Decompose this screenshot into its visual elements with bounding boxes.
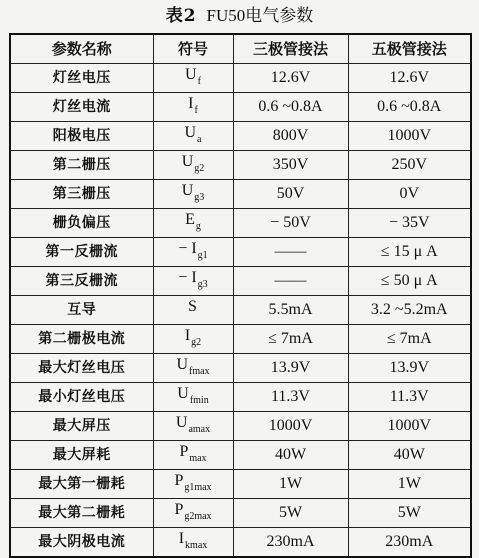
param-name-cell: 最大第二栅耗 (10, 499, 153, 528)
symbol-cell (153, 64, 233, 93)
table-row (10, 441, 471, 470)
pentode-value-cell: ≤ 7mA (348, 325, 471, 354)
pentode-value-cell: 3.2 ~5.2mA (348, 296, 471, 325)
param-name-cell: 互导 (10, 296, 153, 325)
symbol-letter: U (181, 152, 194, 170)
triode-value-cell: —— (233, 238, 348, 267)
param-name-cell: 第一反栅流 (10, 238, 153, 267)
triode-value-cell: 11.3V (233, 383, 348, 412)
symbol-subscript: g3 (194, 191, 205, 203)
symbol-cell (153, 122, 233, 151)
table-header-row (10, 34, 471, 64)
parameter-table (9, 33, 472, 558)
table-body (10, 64, 471, 558)
param-name-cell: 最大灯丝电压 (10, 354, 153, 383)
symbol-letter: P (174, 471, 184, 489)
symbol-subscript: kmax (185, 539, 208, 551)
triode-value-cell: —— (233, 267, 348, 296)
table-row (10, 64, 471, 93)
table-row (10, 122, 471, 151)
pentode-value-cell: 0.6 ~0.8A (348, 93, 471, 122)
symbol-cell (153, 383, 233, 412)
pentode-value-cell: 1000V (348, 412, 471, 441)
symbol-subscript: amax (188, 423, 211, 435)
symbol-cell (153, 354, 233, 383)
pentode-value-cell: 1000V (348, 122, 471, 151)
triode-value-cell: 0.6 ~0.8A (233, 93, 348, 122)
param-name-cell: 第二栅极电流 (10, 325, 153, 354)
table-row (10, 383, 471, 412)
header-pentode: 五极管接法 (348, 34, 471, 64)
table-row (10, 296, 471, 325)
symbol-letter: I (178, 529, 185, 547)
triode-value-cell: − 50V (233, 209, 348, 238)
symbol-letter: U (175, 413, 188, 431)
pentode-value-cell: 12.6V (348, 64, 471, 93)
triode-value-cell: 1W (233, 470, 348, 499)
pentode-value-cell: 250V (348, 151, 471, 180)
symbol-letter: U (184, 123, 197, 141)
pentode-value-cell: 0V (348, 180, 471, 209)
triode-value-cell: 5.5mA (233, 296, 348, 325)
symbol-cell (153, 267, 233, 296)
triode-value-cell: 5W (233, 499, 348, 528)
table-row (10, 354, 471, 383)
symbol-cell (153, 441, 233, 470)
table-row (10, 412, 471, 441)
symbol-subscript: g1 (197, 249, 208, 261)
table-row (10, 180, 471, 209)
symbol-letter: U (177, 384, 189, 402)
symbol-cell (153, 470, 233, 499)
symbol-letter: − I (178, 239, 197, 257)
table-row (10, 267, 471, 296)
symbol-letter: I (184, 326, 191, 344)
symbol-cell (153, 325, 233, 354)
triode-value-cell: 13.9V (233, 354, 348, 383)
param-name-cell: 最大第一栅耗 (10, 470, 153, 499)
symbol-subscript: f (197, 75, 201, 87)
pentode-value-cell: 230mA (348, 528, 471, 558)
symbol-subscript: fmin (189, 394, 209, 406)
symbol-subscript: fmax (189, 365, 210, 377)
triode-value-cell: 800V (233, 122, 348, 151)
symbol-subscript: g2max (184, 510, 212, 522)
triode-value-cell: 1000V (233, 412, 348, 441)
symbol-subscript: g (195, 220, 201, 232)
symbol-subscript: a (197, 133, 202, 145)
table-caption (0, 6, 479, 26)
header-param-name: 参数名称 (10, 34, 153, 64)
symbol-cell (153, 151, 233, 180)
param-name-cell: 第三栅压 (10, 180, 153, 209)
symbol-cell (153, 412, 233, 441)
triode-value-cell: ≤ 7mA (233, 325, 348, 354)
header-triode: 三极管接法 (233, 34, 348, 64)
table-row (10, 209, 471, 238)
symbol-subscript: g2 (194, 162, 205, 174)
table-row (10, 238, 471, 267)
symbol-letter: S (188, 297, 197, 315)
table-row (10, 528, 471, 558)
symbol-cell (153, 528, 233, 558)
symbol-cell (153, 238, 233, 267)
param-name-cell: 第二栅压 (10, 151, 153, 180)
table-row (10, 470, 471, 499)
table-number: 表2 (165, 6, 197, 26)
symbol-letter: U (176, 355, 188, 373)
symbol-letter: P (179, 442, 189, 460)
pentode-value-cell: 5W (348, 499, 471, 528)
pentode-value-cell: 13.9V (348, 354, 471, 383)
param-name-cell: 最大屏耗 (10, 441, 153, 470)
symbol-cell (153, 499, 233, 528)
param-name-cell: 最大阴极电流 (10, 528, 153, 558)
triode-value-cell: 230mA (233, 528, 348, 558)
triode-value-cell: 12.6V (233, 64, 348, 93)
param-name-cell: 栅负偏压 (10, 209, 153, 238)
symbol-cell (153, 93, 233, 122)
table-row (10, 93, 471, 122)
triode-value-cell: 50V (233, 180, 348, 209)
param-name-cell: 灯丝电流 (10, 93, 153, 122)
pentode-value-cell: 40W (348, 441, 471, 470)
param-name-cell: 最大屏压 (10, 412, 153, 441)
param-name-cell: 最小灯丝电压 (10, 383, 153, 412)
symbol-subscript: g1max (184, 481, 212, 493)
symbol-cell (153, 209, 233, 238)
symbol-subscript: g2 (191, 336, 202, 348)
symbol-letter: E (185, 210, 195, 228)
pentode-value-cell: − 35V (348, 209, 471, 238)
table-row (10, 325, 471, 354)
pentode-value-cell: 1W (348, 470, 471, 499)
param-name-cell: 灯丝电压 (10, 64, 153, 93)
symbol-subscript: max (189, 452, 207, 464)
param-name-cell: 阳极电压 (10, 122, 153, 151)
symbol-cell (153, 180, 233, 209)
symbol-letter: U (181, 181, 194, 199)
triode-value-cell: 40W (233, 441, 348, 470)
triode-value-cell: 350V (233, 151, 348, 180)
pentode-value-cell: ≤ 15 μ A (348, 238, 471, 267)
pentode-value-cell: 11.3V (348, 383, 471, 412)
symbol-letter: U (185, 65, 197, 83)
header-symbol: 符号 (153, 34, 233, 64)
symbol-letter: P (174, 500, 184, 518)
symbol-subscript: g3 (197, 278, 208, 290)
pentode-value-cell: ≤ 50 μ A (348, 267, 471, 296)
param-name-cell: 第三反栅流 (10, 267, 153, 296)
symbol-subscript: f (194, 104, 198, 116)
table-title: FU50电气参数 (206, 6, 314, 25)
table-row (10, 499, 471, 528)
symbol-letter: I (188, 94, 194, 112)
table-row (10, 151, 471, 180)
symbol-cell (153, 296, 233, 325)
symbol-letter: − I (178, 268, 197, 286)
